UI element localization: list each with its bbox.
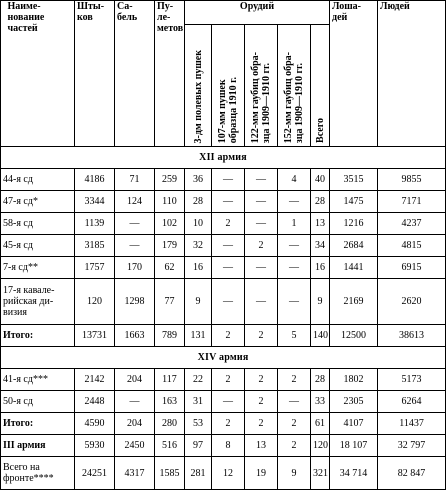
header-gun-col-label: 107-мм пушек образца 1910 г.	[217, 76, 239, 143]
table-cell: 12	[212, 457, 245, 490]
table-cell: 5173	[378, 369, 446, 391]
table-cell: 1216	[330, 213, 378, 235]
table-cell: 2	[245, 391, 278, 413]
table-cell: 28	[311, 369, 330, 391]
table-cell: 32 797	[378, 435, 446, 457]
table-cell: 2	[212, 325, 245, 347]
table-cell: 1298	[115, 279, 155, 325]
table-cell: 2620	[378, 279, 446, 325]
table-row	[1, 457, 446, 490]
table-cell: 789	[155, 325, 185, 347]
table-cell: 516	[155, 435, 185, 457]
table-cell: 34	[311, 235, 330, 257]
header-gun-col-3	[278, 25, 311, 147]
table-cell: 19	[245, 457, 278, 490]
table-cell: —	[212, 169, 245, 191]
table-row	[1, 391, 446, 413]
header-sabres: Са-бель	[115, 1, 155, 147]
table-cell: —	[245, 257, 278, 279]
table-row	[1, 369, 446, 391]
table-cell: 97	[185, 435, 212, 457]
header-gun-col-2	[245, 25, 278, 147]
table-cell: 71	[115, 169, 155, 191]
table-cell: 2448	[75, 391, 115, 413]
table-cell: 13	[245, 435, 278, 457]
table-cell: —	[245, 169, 278, 191]
table-cell: 13	[311, 213, 330, 235]
table-cell: —	[115, 213, 155, 235]
table-header	[1, 1, 446, 147]
table-cell: 31	[185, 391, 212, 413]
table-cell: 9	[311, 279, 330, 325]
table-row	[1, 325, 446, 347]
table-cell: 2	[245, 369, 278, 391]
table-cell: 38613	[378, 325, 446, 347]
header-gun-col-label: 3-дм полевых пушек	[192, 49, 204, 143]
header-name: Наиме-нование частей	[1, 1, 75, 147]
table-cell: 7171	[378, 191, 446, 213]
table-cell: 2684	[330, 235, 378, 257]
header-horses: Лоша-дей	[330, 1, 378, 147]
table-row	[1, 169, 446, 191]
table-cell: 16	[311, 257, 330, 279]
table-cell: —	[115, 235, 155, 257]
row-label: Итого:	[1, 325, 75, 347]
header-gun-col-label: 152-мм гаубиц обра- зца 1909—1910 гг.	[283, 51, 305, 143]
table-cell: —	[212, 235, 245, 257]
table-cell: 204	[115, 413, 155, 435]
table-cell: 1475	[330, 191, 378, 213]
table-cell: 28	[311, 191, 330, 213]
table-cell: 9	[278, 457, 311, 490]
row-label: 50-я сд	[1, 391, 75, 413]
table-cell: 124	[115, 191, 155, 213]
table-cell: 3185	[75, 235, 115, 257]
table-cell: 82 847	[378, 457, 446, 490]
table-cell: 3344	[75, 191, 115, 213]
row-label: 58-я сд	[1, 213, 75, 235]
header-gun-col-0	[185, 25, 212, 147]
table-cell: 2	[278, 369, 311, 391]
header-guns: Орудий	[185, 1, 330, 25]
table-cell: 2	[245, 325, 278, 347]
table-cell: 24251	[75, 457, 115, 490]
table-cell: 2305	[330, 391, 378, 413]
table-cell: 117	[155, 369, 185, 391]
header-gun-col-4	[311, 25, 330, 147]
table-cell: 170	[115, 257, 155, 279]
table-cell: 2	[245, 235, 278, 257]
table-cell: 9855	[378, 169, 446, 191]
table-cell: 36	[185, 169, 212, 191]
table-cell: 1441	[330, 257, 378, 279]
table-cell: 204	[115, 369, 155, 391]
table-cell: 62	[155, 257, 185, 279]
table-cell: 120	[75, 279, 115, 325]
table-cell: 61	[311, 413, 330, 435]
table-cell: —	[245, 279, 278, 325]
table-cell: 3515	[330, 169, 378, 191]
table-row	[1, 279, 446, 325]
table-cell: 110	[155, 191, 185, 213]
row-label: 17-я кавале-рийская ди-визия	[1, 279, 75, 325]
table-cell: 4815	[378, 235, 446, 257]
table-cell: 2450	[115, 435, 155, 457]
table-cell: —	[278, 279, 311, 325]
table-cell: 280	[155, 413, 185, 435]
section-header	[1, 147, 446, 169]
row-label: Всего на фронте****	[1, 457, 75, 490]
table-cell: 2169	[330, 279, 378, 325]
row-label: 41-я сд***	[1, 369, 75, 391]
table-cell: 33	[311, 391, 330, 413]
table-cell: 2	[245, 413, 278, 435]
table-cell: 22	[185, 369, 212, 391]
table-cell: 8	[212, 435, 245, 457]
table-cell: 4237	[378, 213, 446, 235]
table-cell: 53	[185, 413, 212, 435]
table-cell: 1663	[115, 325, 155, 347]
table-cell: —	[278, 257, 311, 279]
table-cell: 4590	[75, 413, 115, 435]
row-label: 47-я сд*	[1, 191, 75, 213]
table-cell: 2	[212, 413, 245, 435]
header-gun-col-1	[212, 25, 245, 147]
table-cell: —	[212, 391, 245, 413]
table-cell: 40	[311, 169, 330, 191]
table-cell: 2	[278, 435, 311, 457]
table-cell: 2	[212, 213, 245, 235]
table-cell: —	[212, 191, 245, 213]
table-cell: 10	[185, 213, 212, 235]
table-row	[1, 235, 446, 257]
table-cell: 259	[155, 169, 185, 191]
table-cell: 6264	[378, 391, 446, 413]
table-cell: —	[115, 391, 155, 413]
table-cell: 2	[212, 369, 245, 391]
row-label: Итого:	[1, 413, 75, 435]
header-bayonets: Шты-ков	[75, 1, 115, 147]
table-cell: 12500	[330, 325, 378, 347]
table-cell: 13731	[75, 325, 115, 347]
row-label: 44-я сд	[1, 169, 75, 191]
table-cell: —	[278, 191, 311, 213]
table-cell: 5	[278, 325, 311, 347]
table-cell: 163	[155, 391, 185, 413]
header-machine-guns: Пу-ле-метов	[155, 1, 185, 147]
table-row	[1, 413, 446, 435]
table-cell: 102	[155, 213, 185, 235]
table-row	[1, 257, 446, 279]
table-cell: 1	[278, 213, 311, 235]
table-cell: 1757	[75, 257, 115, 279]
table-cell: 140	[311, 325, 330, 347]
table-cell: 32	[185, 235, 212, 257]
table-cell: —	[278, 391, 311, 413]
table-cell: 9	[185, 279, 212, 325]
header-gun-col-label: 122-мм гаубиц обра- зца 1909—1910 гг.	[250, 51, 272, 143]
table-cell: 18 107	[330, 435, 378, 457]
header-people: Людей	[378, 1, 446, 147]
row-label: III армия	[1, 435, 75, 457]
table-cell: 1802	[330, 369, 378, 391]
table-row	[1, 191, 446, 213]
table-cell: 131	[185, 325, 212, 347]
table-cell: —	[278, 235, 311, 257]
table-cell: 1585	[155, 457, 185, 490]
table-cell: 120	[311, 435, 330, 457]
section-title: XIV армия	[1, 347, 446, 369]
table-cell: 321	[311, 457, 330, 490]
row-label: 45-я сд	[1, 235, 75, 257]
table-cell: 6915	[378, 257, 446, 279]
section-header	[1, 347, 446, 369]
table-cell: 34 714	[330, 457, 378, 490]
table-cell: 1139	[75, 213, 115, 235]
table-cell: 16	[185, 257, 212, 279]
table-cell: 4186	[75, 169, 115, 191]
table-body	[1, 147, 446, 490]
section-title: XII армия	[1, 147, 446, 169]
table-cell: —	[212, 257, 245, 279]
table-cell: 28	[185, 191, 212, 213]
table-cell: 4107	[330, 413, 378, 435]
table-cell: 2142	[75, 369, 115, 391]
header-gun-col-label: Всего	[314, 118, 326, 143]
table-row	[1, 435, 446, 457]
table-cell: —	[212, 279, 245, 325]
table-cell: 4	[278, 169, 311, 191]
table-cell: 11437	[378, 413, 446, 435]
table-cell: 77	[155, 279, 185, 325]
table-cell: 281	[185, 457, 212, 490]
table-cell: —	[245, 213, 278, 235]
table-cell: —	[245, 191, 278, 213]
table-cell: 4317	[115, 457, 155, 490]
table-cell: 5930	[75, 435, 115, 457]
table-cell: 179	[155, 235, 185, 257]
row-label: 7-я сд**	[1, 257, 75, 279]
table-cell: 2	[278, 413, 311, 435]
table-row	[1, 213, 446, 235]
